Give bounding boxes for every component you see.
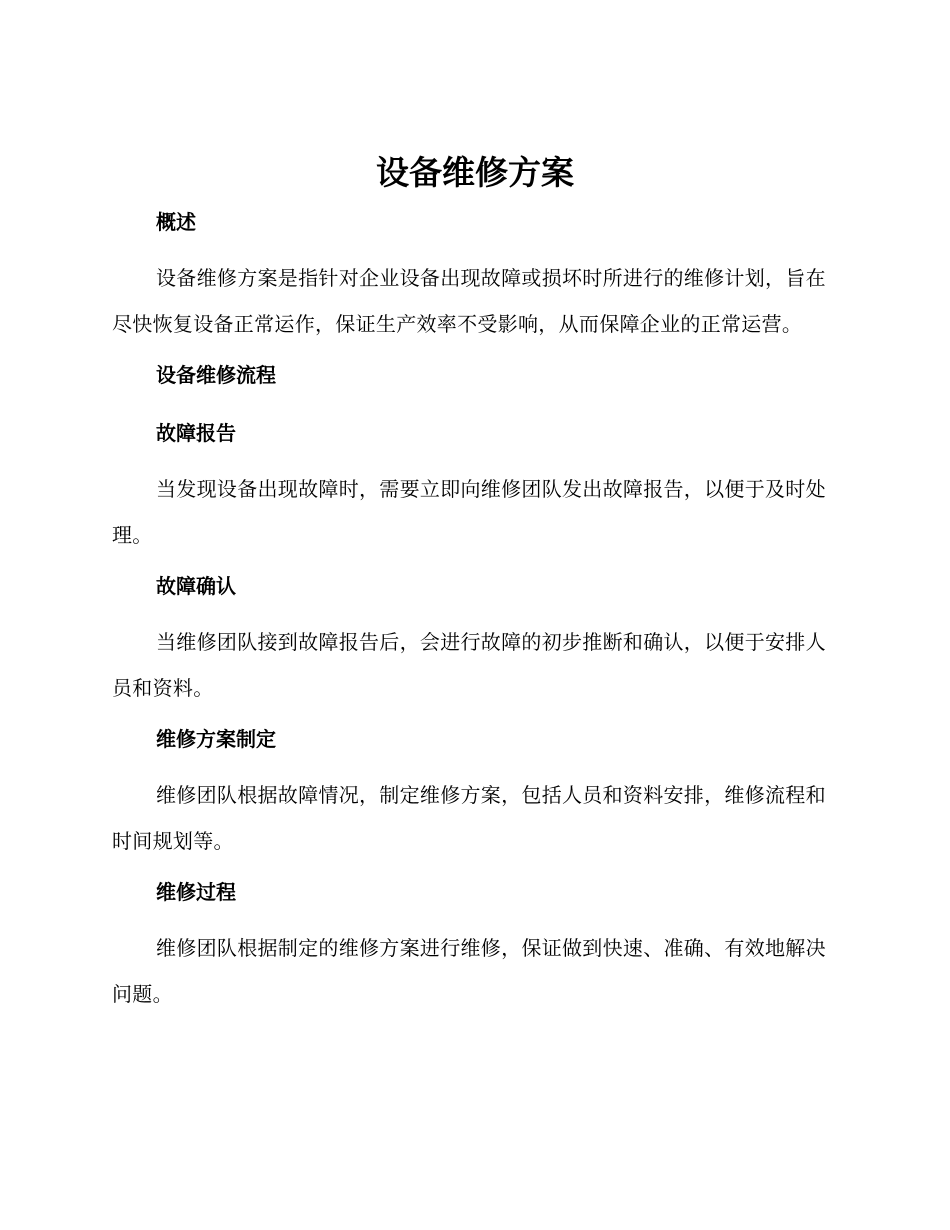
section-heading-fault-confirm: 故障确认 <box>156 574 236 598</box>
fault-confirm-paragraph: 当维修团队接到故障报告后，会进行故障的初步推断和确认，以便于安排人员和资料。 <box>112 630 826 700</box>
section-heading-plan: 维修方案制定 <box>156 727 276 751</box>
document-title: 设备维修方案 <box>376 153 574 192</box>
overview-paragraph: 设备维修方案是指针对企业设备出现故障或损坏时所进行的维修计划，旨在尽快恢复设备正常运作，保证生产效率不受影响，从而保障企业的正常运营。 <box>112 266 826 336</box>
section-heading-fault-report: 故障报告 <box>156 421 236 445</box>
plan-paragraph: 维修团队根据故障情况，制定维修方案，包括人员和资料安排，维修流程和时间规划等。 <box>112 783 826 853</box>
section-heading-overview: 概述 <box>156 210 196 234</box>
document-body <box>112 204 832 1017</box>
section-heading-process: 设备维修流程 <box>156 363 276 387</box>
repair-process-paragraph: 维修团队根据制定的维修方案进行维修，保证做到快速、准确、有效地解决问题。 <box>112 936 826 1006</box>
fault-report-paragraph: 当发现设备出现故障时，需要立即向维修团队发出故障报告，以便于及时处理。 <box>112 477 826 547</box>
section-heading-repair-process: 维修过程 <box>156 880 236 904</box>
